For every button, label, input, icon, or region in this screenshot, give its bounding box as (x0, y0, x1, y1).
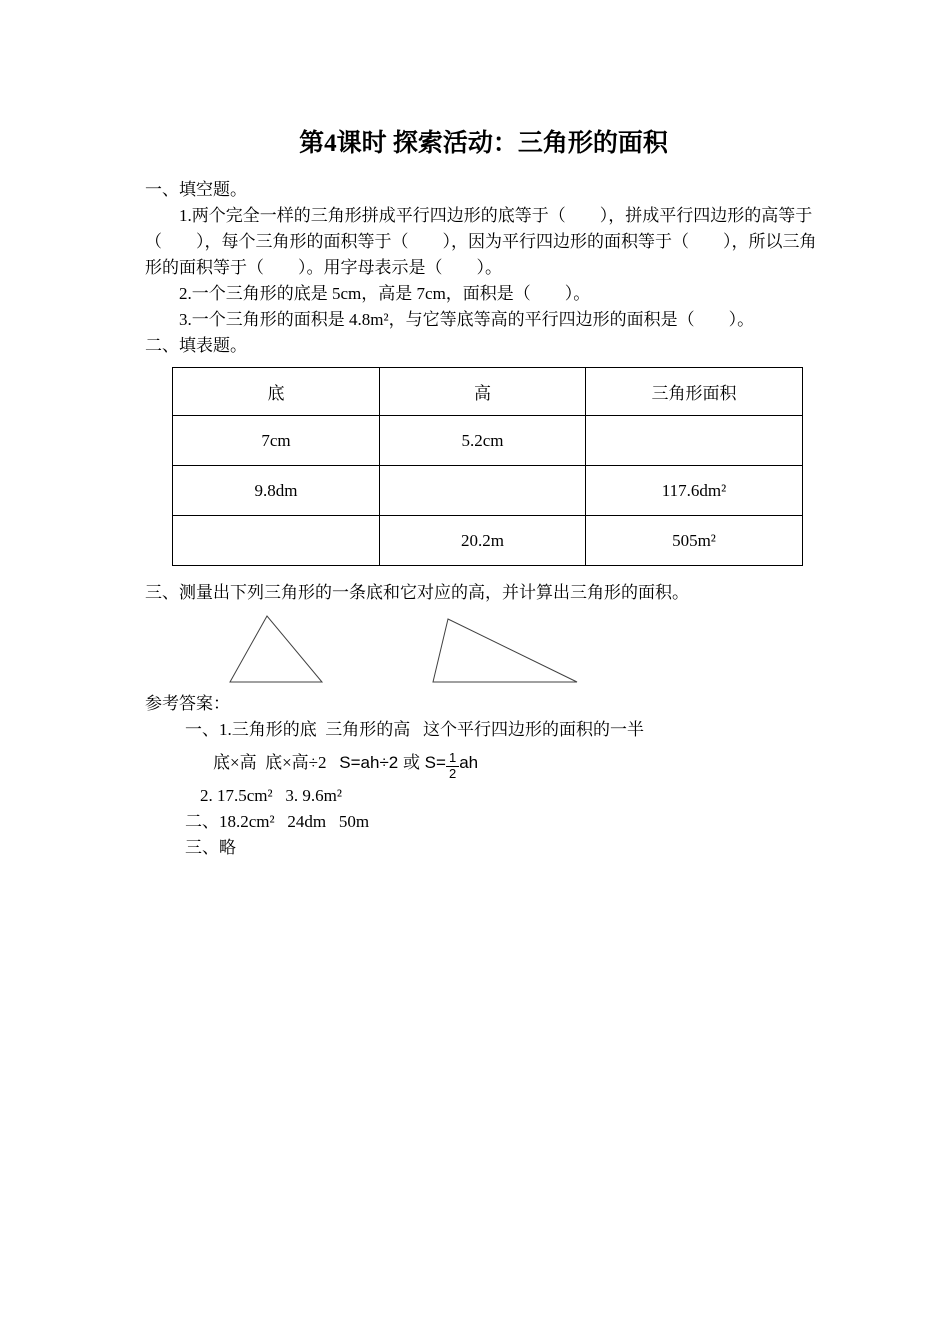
fraction-numerator: 1 (446, 751, 459, 767)
fill-table (172, 367, 803, 566)
table-cell: 505m² (586, 516, 803, 566)
table-header-base: 底 (173, 368, 380, 416)
formula-suffix: ah (459, 753, 479, 773)
section-1-heading: 一、填空题。 (145, 180, 247, 200)
table-row (173, 466, 803, 516)
fill-item-1: 1.两个完全一样的三角形拼成平行四边形的底等于（ ），拼成平行四边形的高等于（ ），每个三角形的面积等于（ ），因为平行四边形的面积等于（ ），所以三角形的面积等于（ ）。用字母表示是（ ）。 (145, 206, 817, 278)
answers-section (145, 691, 822, 861)
answer-line-3: 2. 17.5cm² 3. 9.6m² (200, 786, 342, 806)
table-cell: 9.8dm (173, 466, 380, 516)
table-row (173, 416, 803, 466)
formula-latin-prefix: S=ah÷2 或 S= (339, 753, 446, 773)
page-title: 第4课时 探索活动：三角形的面积 (299, 130, 668, 157)
fill-table-wrap (172, 367, 822, 566)
fill-item-2: 2.一个三角形的底是 5cm，高是 7cm，面积是（ ）。 (179, 284, 591, 304)
table-cell: 20.2m (380, 516, 586, 566)
table-header-height: 高 (380, 368, 586, 416)
table-cell (586, 416, 803, 466)
table-cell: 117.6dm² (586, 466, 803, 516)
table-cell (380, 466, 586, 516)
fraction-denominator: 2 (448, 766, 457, 781)
answer-line-5: 三、略 (185, 838, 236, 858)
table-cell: 5.2cm (380, 416, 586, 466)
triangle-1 (230, 616, 322, 682)
table-header-area: 三角形面积 (586, 368, 803, 416)
formula-cn: 底×高 底×高÷2 (213, 753, 340, 773)
section-3-heading: 三、测量出下列三角形的一条底和它对应的高，并计算出三角形的面积。 (145, 583, 689, 603)
triangle-2 (433, 619, 577, 682)
table-row (173, 516, 803, 566)
fraction-one-half (446, 751, 459, 782)
answer-line-4: 二、18.2cm² 24dm 50m (185, 812, 370, 832)
fill-item-3: 3.一个三角形的面积是 4.8m²，与它等底等高的平行四边形的面积是（ ）。 (179, 310, 755, 330)
answers-heading: 参考答案： (145, 694, 230, 714)
section-2-heading: 二、填表题。 (145, 336, 247, 356)
answer-line-1: 一、1.三角形的底 三角形的高 这个平行四边形的面积的一半 (185, 720, 644, 740)
answer-formula-line (145, 743, 822, 783)
table-header-row (173, 368, 803, 416)
table-cell (173, 516, 380, 566)
table-cell: 7cm (173, 416, 380, 466)
triangles-figure (145, 612, 822, 687)
